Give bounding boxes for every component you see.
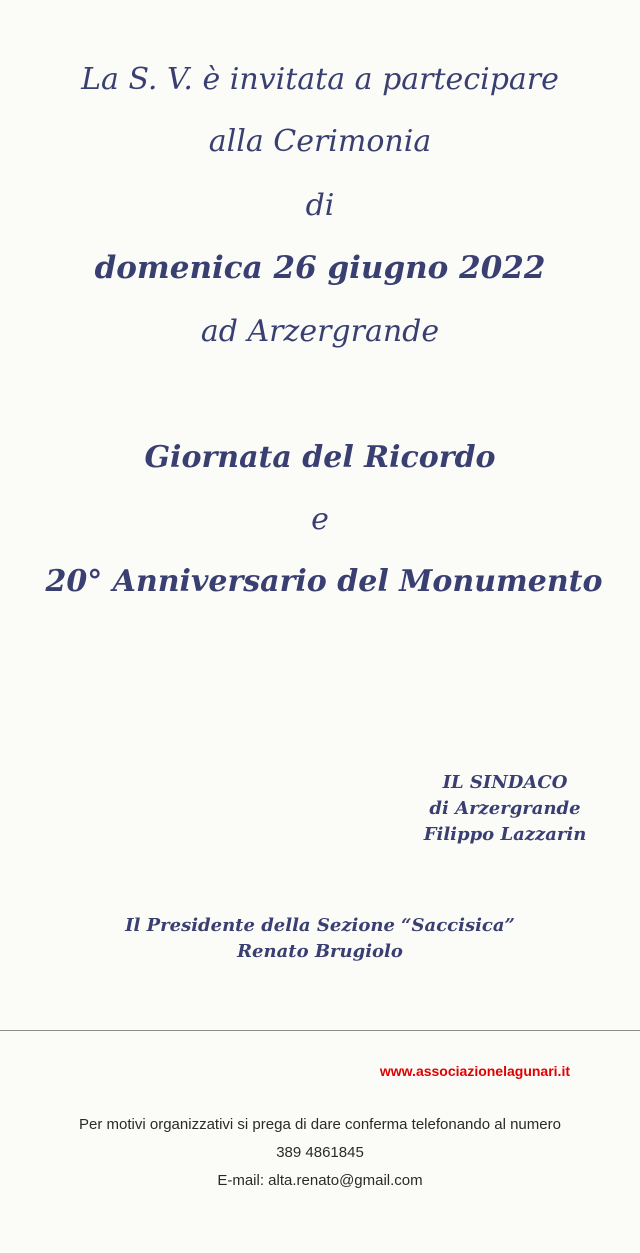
- sindaco-of: di Arzergrande: [429, 798, 581, 819]
- event-date: domenica 26 giugno 2022: [94, 250, 546, 286]
- event-title-2: 20° Anniversario del Monumento: [45, 564, 603, 599]
- presidente-name: Renato Brugiolo: [237, 941, 403, 962]
- email-address: E-mail: alta.renato@gmail.com: [217, 1172, 423, 1189]
- presidente-role: Il Presidente della Sezione “Saccisica”: [125, 915, 515, 936]
- rsvp-text: Per motivi organizzativi si prega di dare conferma telefonando al numero: [79, 1116, 561, 1133]
- sindaco-name: Filippo Lazzarin: [423, 824, 587, 845]
- phone-number: 389 4861845: [276, 1144, 364, 1161]
- event-conjunction: e: [311, 502, 329, 537]
- invitation-line-3: di: [305, 188, 335, 223]
- invitation-line-2: alla Cerimonia: [208, 124, 432, 159]
- website-link[interactable]: www.associazionelagunari.it: [379, 1063, 570, 1079]
- divider: [0, 1030, 640, 1031]
- event-place: ad Arzergrande: [200, 314, 440, 349]
- presidente-signature: [120, 913, 520, 965]
- invitation-line-1: La S. V. è invitata a partecipare: [81, 62, 559, 97]
- event-title-1: Giornata del Ricordo: [144, 440, 496, 475]
- sindaco-role: IL SINDACO: [442, 772, 568, 793]
- sindaco-signature: [405, 770, 605, 848]
